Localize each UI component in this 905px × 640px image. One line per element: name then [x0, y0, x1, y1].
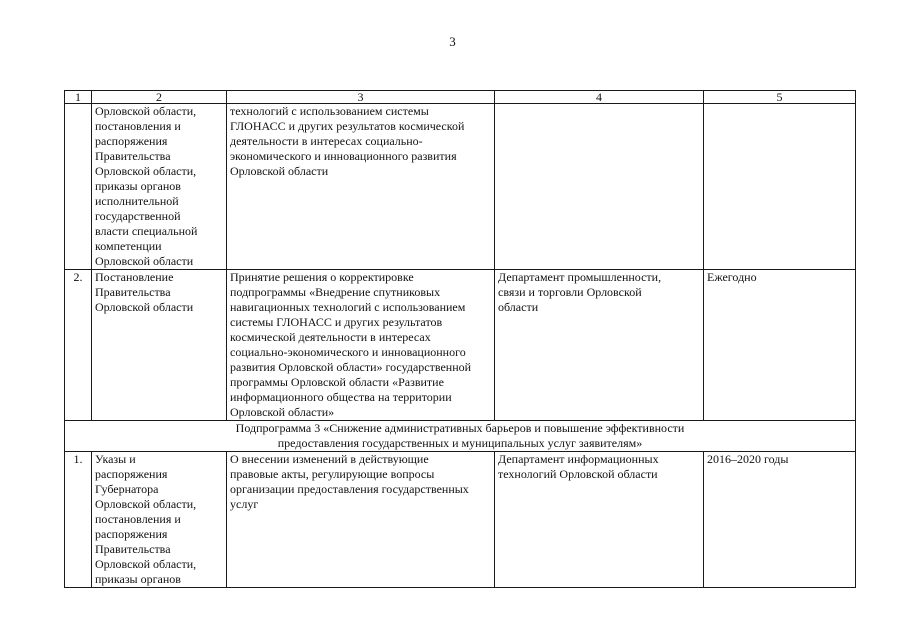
table-row — [65, 104, 856, 270]
row-number-cell — [65, 104, 92, 270]
description-cell: Принятие решения о корректировке подпрограммы «Внедрение спутниковых навигационных технологий с использованием системы ГЛОНАСС и других результатов космической деятельности в интересах социально-экономического и инновационного развития Орловской области» государственной программы Орловской области «Развитие информационного общества на территории Орловской области» — [227, 270, 495, 421]
deadline-cell: 2016–2020 годы — [704, 452, 856, 588]
responsible-cell: Департамент информационных технологий Орловской области — [495, 452, 704, 588]
legal-act-cell: Постановление Правительства Орловской области — [92, 270, 227, 421]
legal-act-cell: Орловской области, постановления и распоряжения Правительства Орловской области, приказы органов исполнительной государственной власти специальной компетенции Орловской области — [92, 104, 227, 270]
table-row — [65, 270, 856, 421]
subprogram-title: Подпрограмма 3 «Снижение административных барьеров и повышение эффективности предоставления государственных и муниципальных услуг заявителям» — [65, 421, 856, 452]
header-row — [65, 91, 856, 104]
responsible-cell: Департамент промышленности, связи и торговли Орловской области — [495, 270, 704, 421]
table-row — [65, 452, 856, 588]
description-cell: технологий с использованием системы ГЛОНАСС и других результатов космической деятельности в интересах социально- экономического и инновационного развития Орловской области — [227, 104, 495, 270]
row-number-cell: 1. — [65, 452, 92, 588]
column-header-5: 5 — [704, 91, 856, 104]
column-header-2: 2 — [92, 91, 227, 104]
deadline-cell — [704, 104, 856, 270]
measures-table — [64, 90, 856, 588]
page-number: 3 — [449, 34, 456, 49]
legal-act-cell: Указы и распоряжения Губернатора Орловской области, постановления и распоряжения Правительства Орловской области, приказы органов — [92, 452, 227, 588]
column-header-4: 4 — [495, 91, 704, 104]
deadline-cell: Ежегодно — [704, 270, 856, 421]
column-header-1: 1 — [65, 91, 92, 104]
responsible-cell — [495, 104, 704, 270]
description-cell: О внесении изменений в действующие правовые акты, регулирующие вопросы организации предоставления государственных услуг — [227, 452, 495, 588]
row-number-cell: 2. — [65, 270, 92, 421]
subprogram-row — [65, 421, 856, 452]
column-header-3: 3 — [227, 91, 495, 104]
